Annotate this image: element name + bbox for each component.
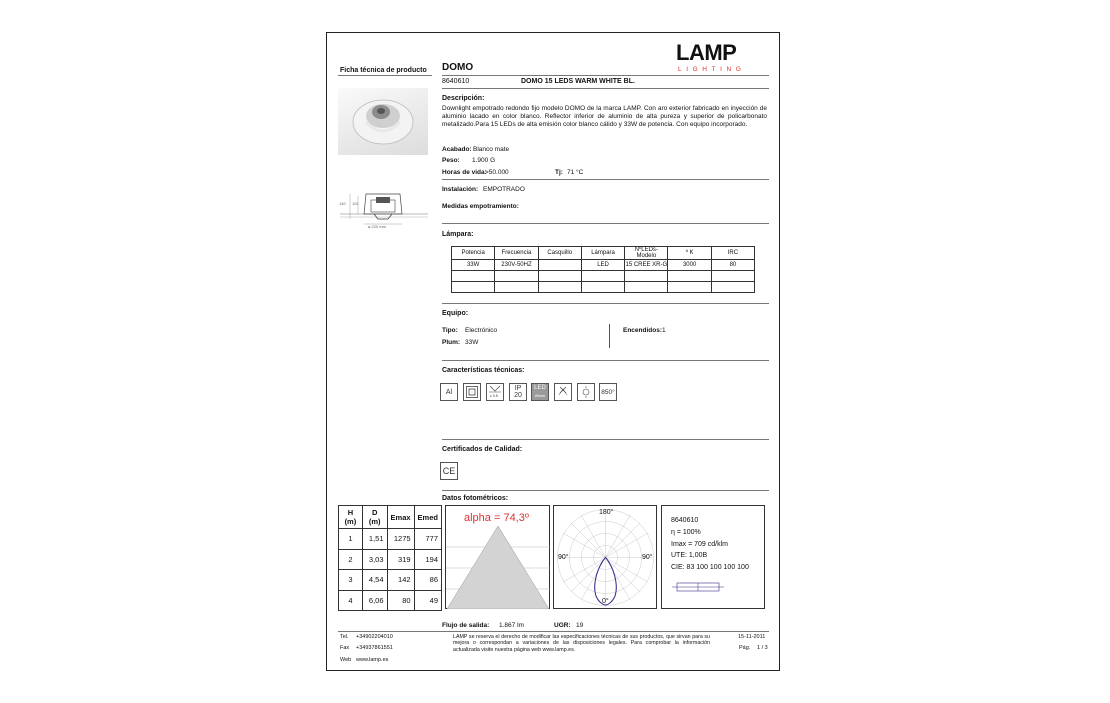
peso-label: Peso:	[442, 157, 460, 164]
distance-icon: ≥ 0.5	[486, 383, 504, 401]
product-name: DOMO	[442, 62, 474, 73]
table-row: 1 1,51 1275 777	[339, 529, 442, 550]
medidas-label: Medidas empotramiento:	[442, 203, 519, 210]
col-potencia: Potencia	[452, 247, 495, 260]
sheet-label: Ficha técnica de producto	[340, 67, 427, 74]
table-row	[452, 282, 755, 293]
glow-wire-icon: 850°	[599, 383, 617, 401]
fotometricos-title: Datos fotométricos:	[442, 495, 509, 502]
page-label: Pág.	[739, 645, 751, 651]
peso-value: 1.900 G	[472, 157, 496, 164]
product-code: 8640610	[442, 78, 470, 85]
issue-date: 15-11-2011	[738, 634, 766, 640]
fax-value: +34937861551	[356, 645, 393, 651]
photometric-info	[661, 505, 765, 609]
info-code: 8640610	[671, 517, 699, 524]
col-h: H (m)	[339, 506, 363, 529]
acabado-label: Acabado:	[442, 146, 472, 153]
polar-right-label: 90°	[642, 554, 653, 561]
plum-label: Plum:	[442, 339, 461, 346]
table-row: 4 6,06 80 49	[339, 590, 442, 611]
lamp-type-icon	[577, 383, 595, 401]
col-lampara: Lámpara	[581, 247, 624, 260]
tipo-value: Electrónico	[465, 327, 498, 334]
table-row: 33W 230V-50HZ LED 15 CREE XR-G 3000 80	[452, 260, 755, 271]
encendidos-value: 1	[662, 327, 666, 334]
description-title: Descripción:	[442, 95, 485, 102]
led-warm-icon: LED Warm	[531, 383, 549, 401]
polar-diagram	[553, 505, 657, 609]
legal-disclaimer: LAMP se reserva el derecho de modificar las especificaciones técnicas de sus productos, que sirvan para su mejora o correspondan a variaciones de las disposiciones legales. Para comprobar la información actualizada visite nuestra página web www.lamp.es.	[453, 634, 710, 653]
col-d: D (m)	[362, 506, 387, 529]
photometric-table	[338, 505, 442, 611]
dim-height: 140	[339, 201, 346, 206]
luminaire-symbol-icon	[672, 581, 724, 593]
product-photo	[338, 88, 428, 155]
photometric-header-row	[339, 506, 442, 529]
col-nleds: NºLEDs-Modelo	[625, 247, 668, 260]
horas-value: >50.000	[485, 169, 509, 176]
ce-mark-icon: CE	[440, 462, 458, 480]
beam-cone-icon	[446, 506, 550, 609]
table-row: 3 4,54 142 86	[339, 570, 442, 591]
info-imax: Imax = 709 cd/klm	[671, 541, 728, 548]
equipo-title: Equipo:	[442, 310, 469, 317]
info-ute: UTE: 1,00B	[671, 552, 708, 559]
instalacion-value: EMPOTRADO	[483, 186, 525, 193]
product-desc: DOMO 15 LEDS WARM WHITE BL.	[521, 78, 635, 85]
col-emax: Emax	[387, 506, 414, 529]
polar-top-label: 180°	[599, 509, 614, 516]
tel-value: +34902204010	[356, 634, 393, 640]
col-emed: Emed	[414, 506, 441, 529]
downlight-photo-icon	[338, 88, 428, 155]
dim-inner: 110	[352, 201, 359, 206]
tipo-label: Tipo:	[442, 327, 458, 334]
lampara-table	[451, 246, 755, 293]
col-frecuencia: Frecuencia	[495, 247, 538, 260]
acabado-value: Blanco mate	[473, 146, 510, 153]
instalacion-label: Instalación:	[442, 186, 479, 193]
info-cie: CIE: 83 100 100 100 100	[671, 564, 749, 571]
description-text: Downlight empotrado redondo fijo modelo DOMO de la marca LAMP. Con aro exterior fabricado en inyección de aluminio lacado en color blanco. Reflector inferior de aluminio de alta pureza y superior de policarbonato metalizado.Para 15 LEDs de alta emisión color blanco cálido y 33W de potencia. Con equipo incorporado.	[442, 105, 767, 128]
aluminium-icon: Al	[440, 383, 458, 401]
col-irc: IRC	[711, 247, 754, 260]
horas-label: Horas de vida:	[442, 169, 487, 176]
page-number: 1 / 3	[757, 645, 768, 651]
lighting-wordmark: LIGHTING	[678, 66, 746, 73]
lampara-header-row	[452, 247, 755, 260]
dim-diameter: ⌀ 220 mm	[368, 224, 386, 229]
tel-label: Tel.	[340, 634, 349, 640]
caracteristicas-title: Características técnicas:	[442, 367, 525, 374]
flujo-label: Flujo de salida:	[442, 622, 490, 629]
plum-value: 33W	[465, 339, 479, 346]
col-casquillo: Casquillo	[538, 247, 581, 260]
info-eta: η = 100%	[671, 529, 701, 536]
tj-value: 71 °C	[567, 169, 584, 176]
web-label: Web	[340, 657, 352, 663]
website-link[interactable]: www.lamp.es	[356, 657, 389, 663]
certificados-title: Certificados de Calidad:	[442, 446, 523, 453]
no-cover-icon	[554, 383, 572, 401]
col-kelvin: º K	[668, 247, 711, 260]
flujo-value: 1.867 lm	[499, 622, 524, 629]
ugr-label: UGR:	[554, 622, 571, 629]
table-row: 2 3,03 319 194	[339, 549, 442, 570]
class-ii-icon	[463, 383, 481, 401]
equipo-divider	[609, 324, 610, 348]
beam-cone-diagram	[445, 505, 550, 609]
alpha-label: alpha = 74,3º	[464, 512, 529, 524]
polar-bottom-label: 0°	[602, 598, 609, 605]
lampara-title: Lámpara:	[442, 231, 474, 238]
fax-label: Fax	[340, 645, 350, 651]
ugr-value: 19	[576, 622, 584, 629]
polar-left-label: 90°	[558, 554, 569, 561]
ip20-icon: IP 20	[509, 383, 527, 401]
lamp-logo: LAMP	[676, 40, 737, 65]
tj-label: Tj:	[555, 169, 563, 176]
encendidos-label: Encendidos:	[623, 327, 663, 334]
table-row	[452, 271, 755, 282]
